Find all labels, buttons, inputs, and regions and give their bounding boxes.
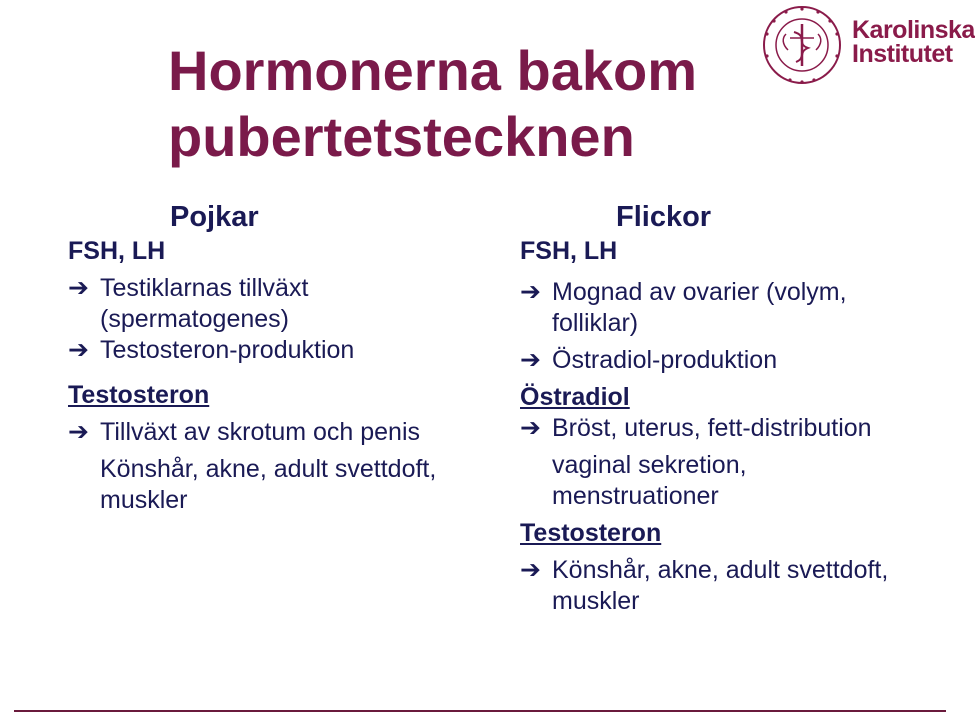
item-text: Tillväxt av skrotum och penis — [100, 418, 421, 446]
girls-fsh-item-1 — [520, 277, 920, 339]
wordmark-line1: Karolinska — [852, 16, 975, 44]
slide-title: Hormonerna bakom pubertetstecknen — [168, 39, 697, 168]
arrow-right-icon: ➔ — [520, 346, 541, 374]
boys-testo-item-1 — [68, 417, 448, 448]
boys-testo-plain: Könshår, akne, adult svettdoft, muskler — [100, 455, 437, 514]
boys-column — [68, 198, 448, 516]
item-text: Bröst, uterus, fett-distribution — [552, 414, 872, 442]
arrow-right-icon: ➔ — [520, 414, 541, 442]
girls-fsh-heading: FSH, LH — [520, 237, 618, 265]
arrow-right-icon: ➔ — [68, 274, 89, 302]
item-text: Testosteron-produktion — [100, 336, 355, 364]
boys-fsh-item-2 — [68, 335, 448, 366]
item-text: Mognad av ovarier (volym, folliklar) — [552, 278, 847, 337]
girls-estr-item-1 — [520, 413, 920, 444]
wordmark-line2: Institutet — [852, 40, 953, 68]
girls-estradiol-heading: Östradiol — [520, 383, 630, 411]
item-text: Östradiol-produktion — [552, 346, 778, 374]
boys-testosteron-heading: Testosteron — [68, 381, 210, 409]
girls-testosteron-heading: Testosteron — [520, 519, 662, 547]
karolinska-logo — [760, 4, 975, 86]
boys-heading: Pojkar — [170, 201, 259, 233]
girls-estr-plain: vaginal sekretion, menstruationer — [552, 451, 747, 510]
arrow-right-icon: ➔ — [68, 418, 89, 446]
item-text: Testiklarnas tillväxt (spermatogenes) — [100, 274, 309, 333]
girls-testo-item-1 — [520, 555, 920, 617]
arrow-right-icon: ➔ — [68, 336, 89, 364]
karolinska-wordmark — [852, 18, 975, 66]
item-text: Könshår, akne, adult svettdoft, muskler — [552, 556, 889, 615]
arrow-right-icon: ➔ — [520, 556, 541, 584]
boys-fsh-item-1 — [68, 273, 448, 335]
girls-fsh-item-2 — [520, 345, 920, 376]
girls-heading: Flickor — [616, 201, 712, 233]
karolinska-seal-icon — [760, 4, 844, 86]
boys-fsh-heading: FSH, LH — [68, 237, 166, 265]
bottom-divider — [14, 710, 946, 712]
arrow-right-icon: ➔ — [520, 278, 541, 306]
girls-column — [520, 198, 920, 617]
